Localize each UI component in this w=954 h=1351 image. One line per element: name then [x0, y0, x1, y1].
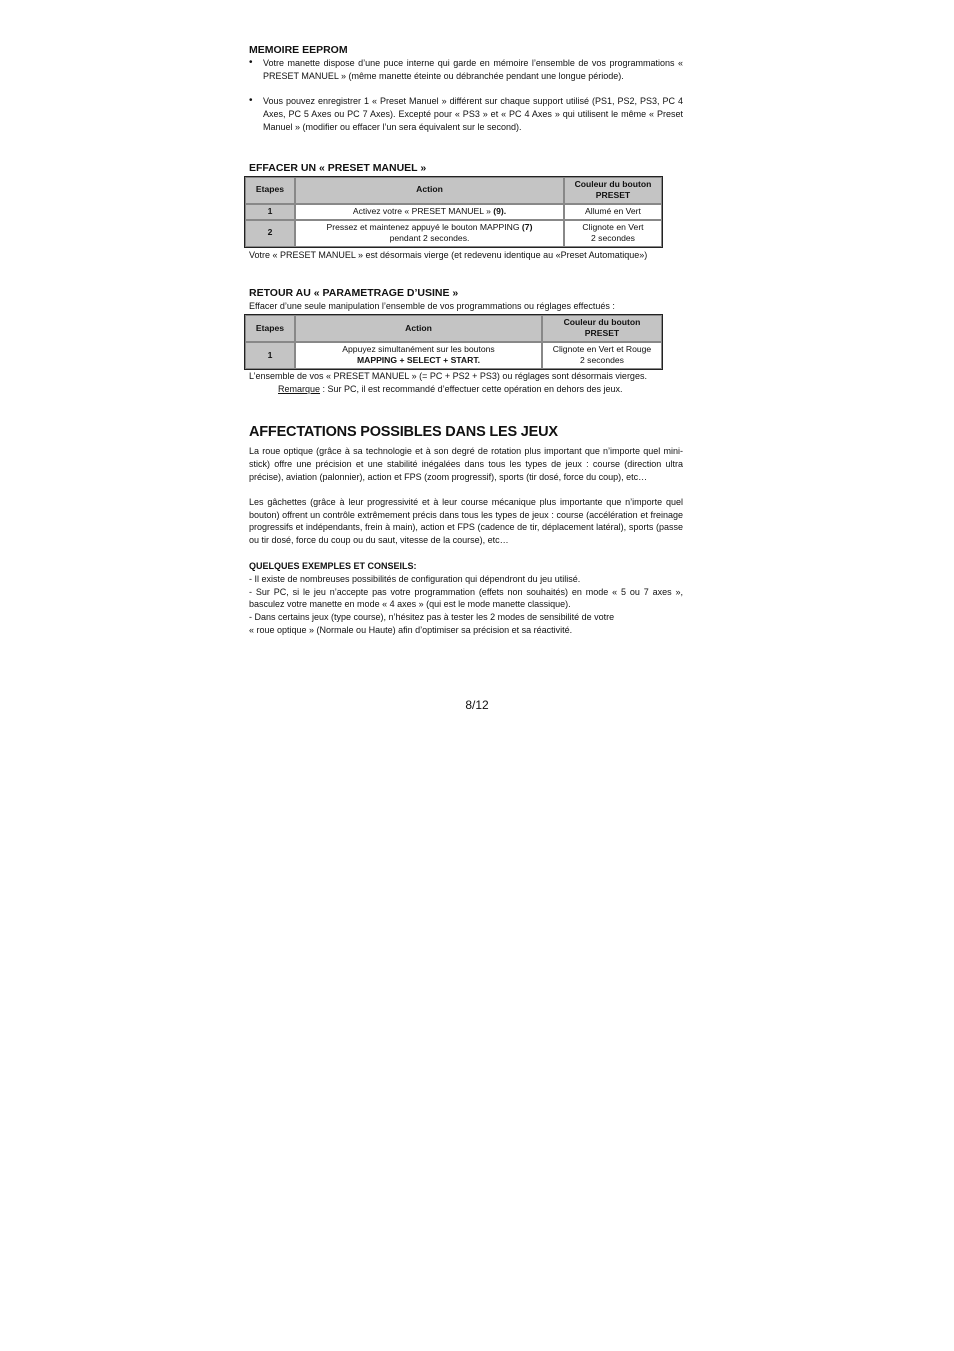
tip-3a: - Dans certains jeux (type course), n’hésitez pas à tester les 2 modes de sensibilité de votre [249, 612, 615, 623]
retour-title: RETOUR AU « PARAMETRAGE D’USINE » [249, 287, 459, 300]
tip-1: - Il existe de nombreuses possibilités de configuration qui dépendront du jeu utilisé. [249, 573, 581, 584]
effacer-table [244, 176, 663, 248]
memoire-bullet-1: • Votre manette dispose d’une puce interne qui garde en mémoire l’ensemble de vos programmations « PRESET MANUEL » (même manette éteinte ou débranchée pendant une longue période). [249, 57, 683, 83]
table-row [245, 342, 662, 369]
row-color: Allumé en Vert [564, 204, 662, 220]
affectations-p1: La roue optique (grâce à sa technologie et à son degré de rotation plus important que n’importe quel mini-stick) offre une précision et une stabilité inégalées dans tous les types de jeux : course (direction ultra précise), aviation (palonnier), action et FPS (zoom progressif), sports (tir dosé, force du coup), etc… [249, 446, 683, 482]
step-number: 1 [245, 204, 295, 220]
effacer-title: EFFACER UN « PRESET MANUEL » [249, 161, 427, 174]
row-action: Pressez et maintenez appuyé le bouton MAPPING (7) pendant 2 secondes. [295, 220, 564, 247]
affectations-title: AFFECTATIONS POSSIBLES DANS LES JEUX [249, 423, 558, 440]
page-number: 8/12 [465, 698, 489, 712]
memoire-title: MEMOIRE EEPROM [249, 44, 348, 56]
effacer-note: Votre « PRESET MANUEL » est désormais vierge (et redevenu identique au «Preset Automatique») [249, 249, 648, 260]
memoire-bullet-2: • Vous pouvez enregistrer 1 « Preset Manuel » différent sur chaque support utilisé (PS1, PS2, PS3, PC 4 Axes, PC 5 Axes ou PC 7 Axes). Excepté pour « PS3 » et « PC 4 Axes » qui utilisent le même « Preset Manuel » (modifier ou effacer l’un sera équivalent sur le second). [249, 95, 683, 133]
row-color: Clignote en Vert 2 secondes [564, 220, 662, 247]
tip-2: - Sur PC, si le jeu n’accepte pas votre programmation (effets non souhaités) en mode « 5 ou 7 axes », basculez votre manette en mode « 4 axes » (qui est le mode manette classique). [249, 586, 683, 610]
retour-remark: Remarque : Sur PC, il est recommandé d’effectuer cette opération en dehors des jeux. [278, 383, 623, 394]
row-action: Appuyez simultanément sur les boutons MAPPING + SELECT + START. [295, 342, 542, 369]
table-row [245, 220, 662, 247]
document-page [249, 44, 683, 637]
tips-title: QUELQUES EXEMPLES ET CONSEILS: [249, 560, 417, 571]
step-number: 2 [245, 220, 295, 247]
col-action: Action [295, 177, 564, 204]
col-action: Action [295, 315, 542, 342]
col-couleur: Couleur du bouton PRESET [542, 315, 662, 342]
table-row [245, 204, 662, 220]
retour-note: L’ensemble de vos « PRESET MANUEL » (= PC + PS2 + PS3) ou réglages sont désormais vierges. [249, 370, 647, 381]
row-action: Activez votre « PRESET MANUEL » (9). [295, 204, 564, 220]
step-number: 1 [245, 342, 295, 369]
row-color: Clignote en Vert et Rouge 2 secondes [542, 342, 662, 369]
col-etapes: Etapes [245, 177, 295, 204]
retour-intro: Effacer d’une seule manipulation l’ensemble de vos programmations ou réglages effectués : [249, 301, 615, 312]
affectations-p2: Les gâchettes (grâce à leur progressivité et à leur course mécanique plus importante que n’importe quel bouton) offrent un contrôle extrêmement précis dans tous les types de jeux : course (accélération et freinage progressifs et indépendants, frein à main), action et FPS (cadence de tir, déplacement latéral), sports (passe ou tir dosé, force du coup ou du saut, vitesse de la course), etc… [249, 496, 683, 546]
tip-3b: « roue optique » (Normale ou Haute) afin d’optimiser sa précision et sa réactivité. [249, 624, 573, 635]
col-couleur: Couleur du bouton PRESET [564, 177, 662, 204]
retour-table [244, 314, 663, 370]
col-etapes: Etapes [245, 315, 295, 342]
